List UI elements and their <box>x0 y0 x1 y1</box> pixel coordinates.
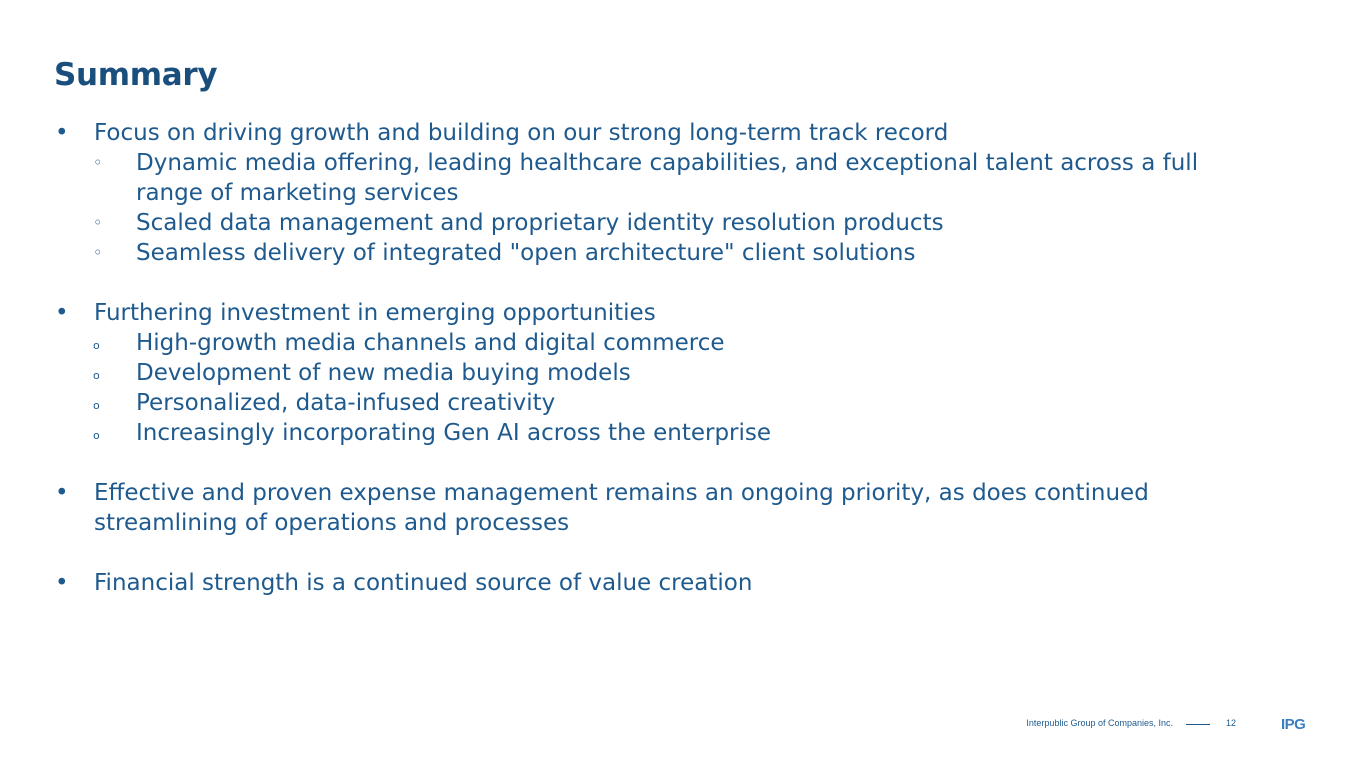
bullet-icon: • <box>55 570 69 596</box>
spacer <box>54 448 1254 478</box>
sub-bullet-icon: ◦ <box>93 153 103 172</box>
sub-bullet-item <box>54 358 1254 388</box>
sub-bullet-item <box>54 418 1254 448</box>
bullet-text: Focus on driving growth and building on our strong long-term track record <box>94 120 949 146</box>
bullet-item <box>54 118 1254 148</box>
sub-bullet-icon: ◦ <box>93 213 103 232</box>
bullet-item <box>54 568 1254 598</box>
sub-bullet-item <box>54 148 1254 208</box>
spacer <box>54 538 1254 568</box>
page-number: 12 <box>1226 718 1237 728</box>
sub-bullet-icon: o <box>93 429 100 442</box>
bullet-text: Financial strength is a continued source of value creation <box>94 570 753 596</box>
sub-bullet-item <box>54 388 1254 418</box>
bullet-text: Furthering investment in emerging opportunities <box>94 300 656 326</box>
sub-bullet-text: Seamless delivery of integrated "open architecture" client solutions <box>136 240 916 266</box>
sub-bullet-item <box>54 238 1254 268</box>
bullet-icon: • <box>55 120 69 146</box>
summary-list <box>54 118 1254 598</box>
footer <box>0 718 1365 732</box>
bullet-icon: • <box>55 300 69 326</box>
sub-bullet-text: Personalized, data-infused creativity <box>136 390 556 416</box>
page-title: Summary <box>54 57 218 93</box>
ipg-logo-icon: IPG <box>1281 716 1306 733</box>
bullet-item <box>54 298 1254 328</box>
bullet-item <box>54 478 1254 538</box>
sub-bullet-text: Scaled data management and proprietary identity resolution products <box>136 210 944 236</box>
sub-bullet-text: Increasingly incorporating Gen AI across the enterprise <box>136 420 772 446</box>
sub-bullet-text: Development of new media buying models <box>136 360 631 386</box>
sub-bullet-item <box>54 328 1254 358</box>
bullet-text: Effective and proven expense management remains an ongoing priority, as does continued streamlining of operations and processes <box>94 480 1149 536</box>
sub-bullet-icon: ◦ <box>93 243 103 262</box>
footer-company: Interpublic Group of Companies, Inc. <box>1026 718 1173 728</box>
sub-bullet-text: Dynamic media offering, leading healthcare capabilities, and exceptional talent across a full range of marketing services <box>136 150 1199 206</box>
footer-divider <box>1186 724 1210 725</box>
sub-bullet-icon: o <box>93 369 100 382</box>
sub-bullet-item <box>54 208 1254 238</box>
bullet-icon: • <box>55 480 69 506</box>
sub-bullet-text: High-growth media channels and digital commerce <box>136 330 725 356</box>
spacer <box>54 268 1254 298</box>
sub-bullet-icon: o <box>93 399 100 412</box>
sub-bullet-icon: o <box>93 339 100 352</box>
